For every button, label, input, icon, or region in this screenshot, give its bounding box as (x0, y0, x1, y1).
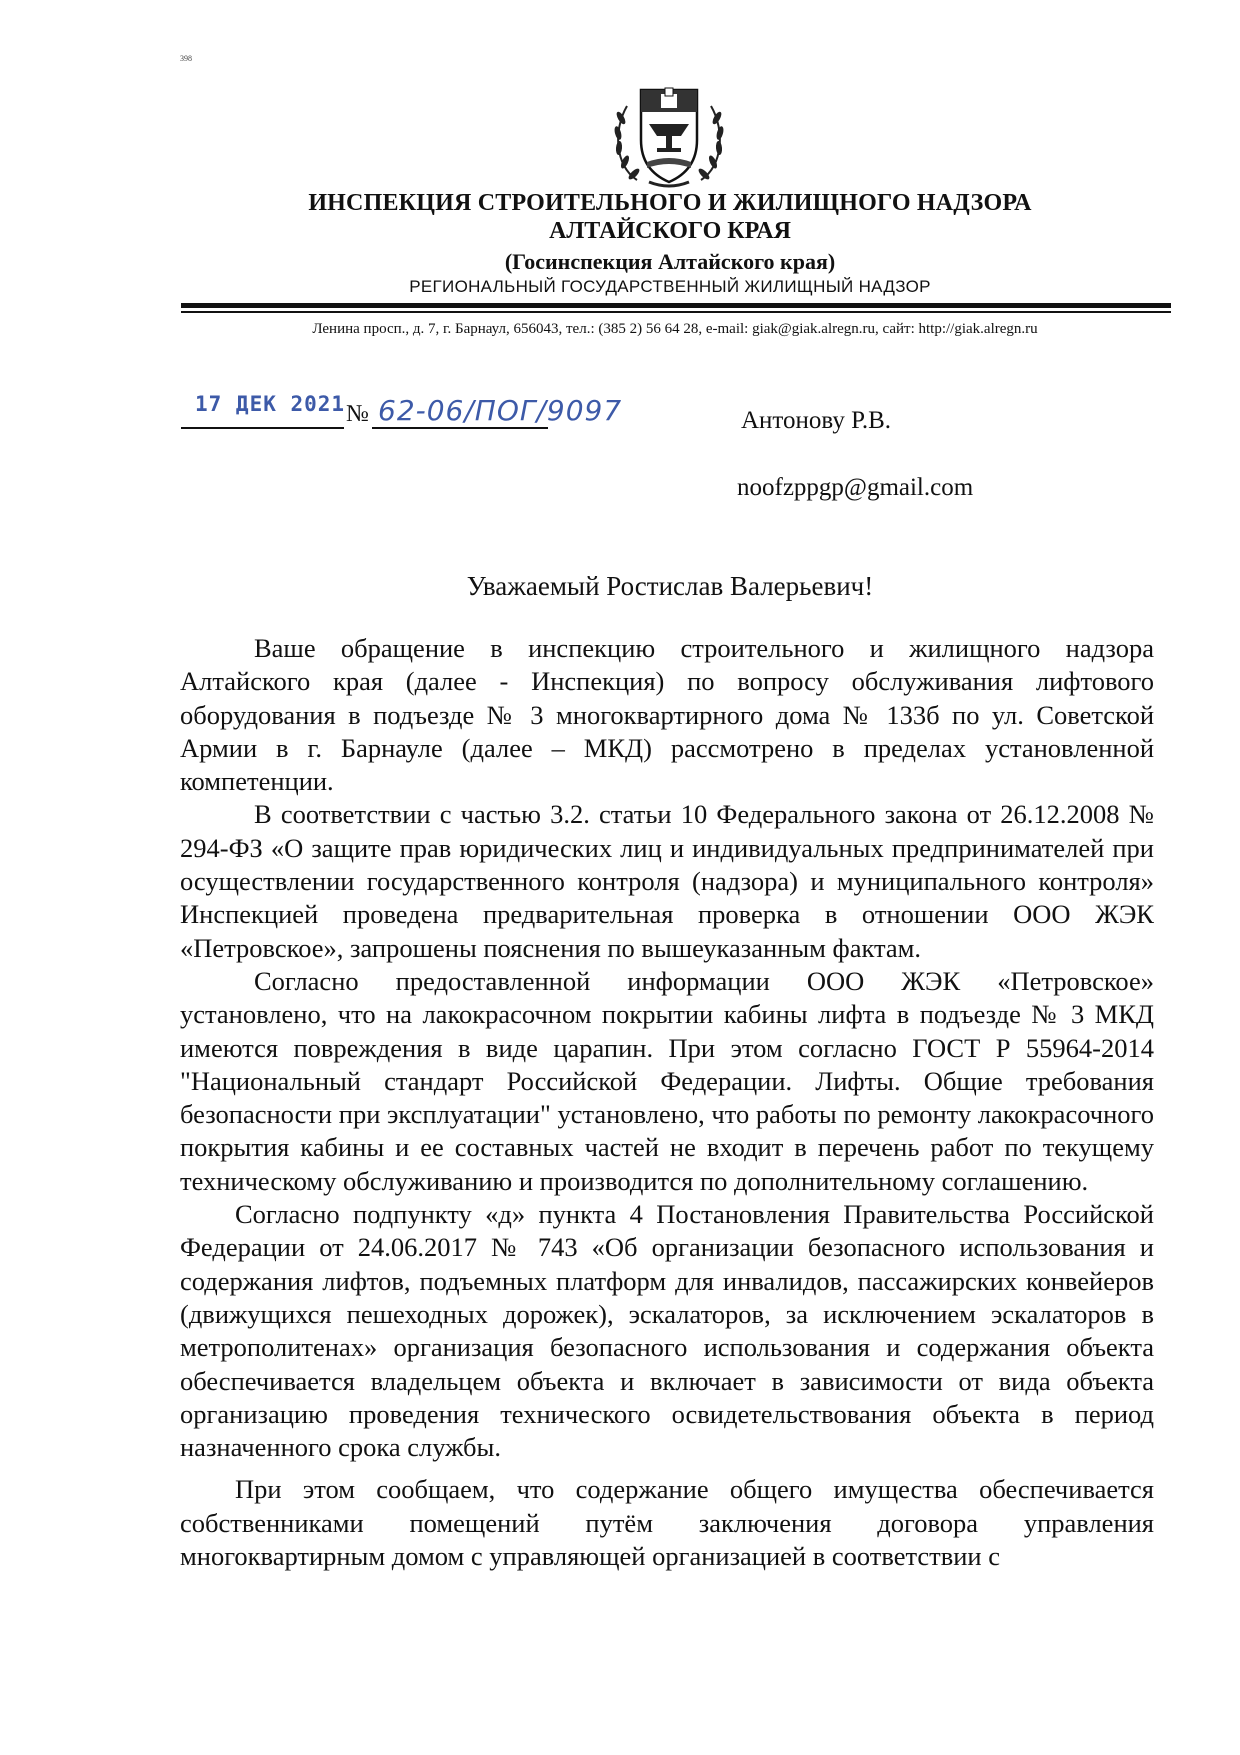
organization-contacts: Ленина просп., д. 7, г. Барнаул, 656043, тел.: (385 2) 56 64 28, e-mail: giak@giak.alregn.ru, сайт: http://giak.alregn.ru (312, 321, 1038, 337)
organization-name-line-1: ИНСПЕКЦИЯ СТРОИТЕЛЬНОГО И ЖИЛИЩНОГО НАДЗОРА (308, 190, 1032, 216)
body-paragraph-4: Согласно подпункту «д» пункта 4 Постановления Правительства Российской Федерации от 24.06.2017 № 743 «Об организации безопасного использования и содержания лифтов, подъемных платформ для инвалидов, пассажирских конвейеров (движущихся пешеходных дорожек), эскалаторов, за исключением эскалаторов в метрополитенах» организация безопасного использования и содержания объекта обеспечивается владельцем объекта и включает в зависимости от вида объекта организацию проведения технического освидетельствования объекта в период назначенного срока службы. (180, 1199, 1154, 1463)
letter-body (180, 632, 1154, 1573)
body-paragraph-1: Ваше обращение в инспекцию строительного и жилищного надзора Алтайского края (далее - Инспекция) по вопросу обслуживания лифтового оборудования в подъезде № 3 многоквартирного дома № 133б по ул. Советской Армии в г. Барнауле (далее – МКД) рассмотрено в пределах установленной компетенции. (180, 633, 1154, 797)
page-number: 398 (180, 54, 192, 63)
body-paragraph-3: Согласно предоставленной информации ООО ЖЭК «Петровское» установлено, что на лакокрасочном покрытии кабины лифта в подъезде № 3 МКД имеются повреждения в виде царапин. При этом согласно ГОСТ Р 55964-2014 "Национальный стандарт Российской Федерации. Лифты. Общие требования безопасности при эксплуатации" установлено, что работы по ремонту лакокрасочного покрытия кабины и ее составных частей не входит в перечень работ по текущему техническому обслуживанию и производится по дополнительному соглашению. (180, 965, 1154, 1196)
registration-number: 62-06/ПОГ/9097 (378, 394, 623, 427)
recipient-name: Антонову Р.В. (741, 407, 892, 434)
salutation: Уважаемый Ростислав Валерьевич! (466, 571, 874, 601)
date-underline (181, 427, 344, 429)
organization-short-name: (Госинспекция Алтайского края) (504, 249, 836, 274)
recipient-email: noofzppgp@gmail.com (737, 474, 974, 501)
number-sign: № (346, 401, 369, 427)
coat-of-arms-icon (607, 78, 731, 193)
registration-date-stamp: 17 ДЕК 2021 (195, 392, 346, 416)
header-divider-thin (181, 311, 1171, 313)
organization-name-line-2: АЛТАЙСКОГО КРАЯ (549, 218, 791, 244)
organization-function: РЕГИОНАЛЬНЫЙ ГОСУДАРСТВЕННЫЙ ЖИЛИЩНЫЙ НАДЗОР (409, 277, 931, 296)
body-paragraph-5: При этом сообщаем, что содержание общего имущества обеспечивается собственниками помещений путём заключения договора управления многоквартирным домом с управляющей организацией в соответствии с (180, 1474, 1154, 1572)
header-divider-thick (181, 303, 1171, 308)
body-paragraph-2: В соответствии с частью 3.2. статьи 10 Федерального закона от 26.12.2008 № 294-ФЗ «О защите прав юридических лиц и индивидуальных предпринимателей при осуществлении государственного контроля (надзора) и муниципального контроля» Инспекцией проведена предварительная проверка в отношении ООО ЖЭК «Петровское», запрошены пояснения по вышеуказанным фактам. (180, 799, 1154, 963)
number-underline (372, 427, 548, 429)
